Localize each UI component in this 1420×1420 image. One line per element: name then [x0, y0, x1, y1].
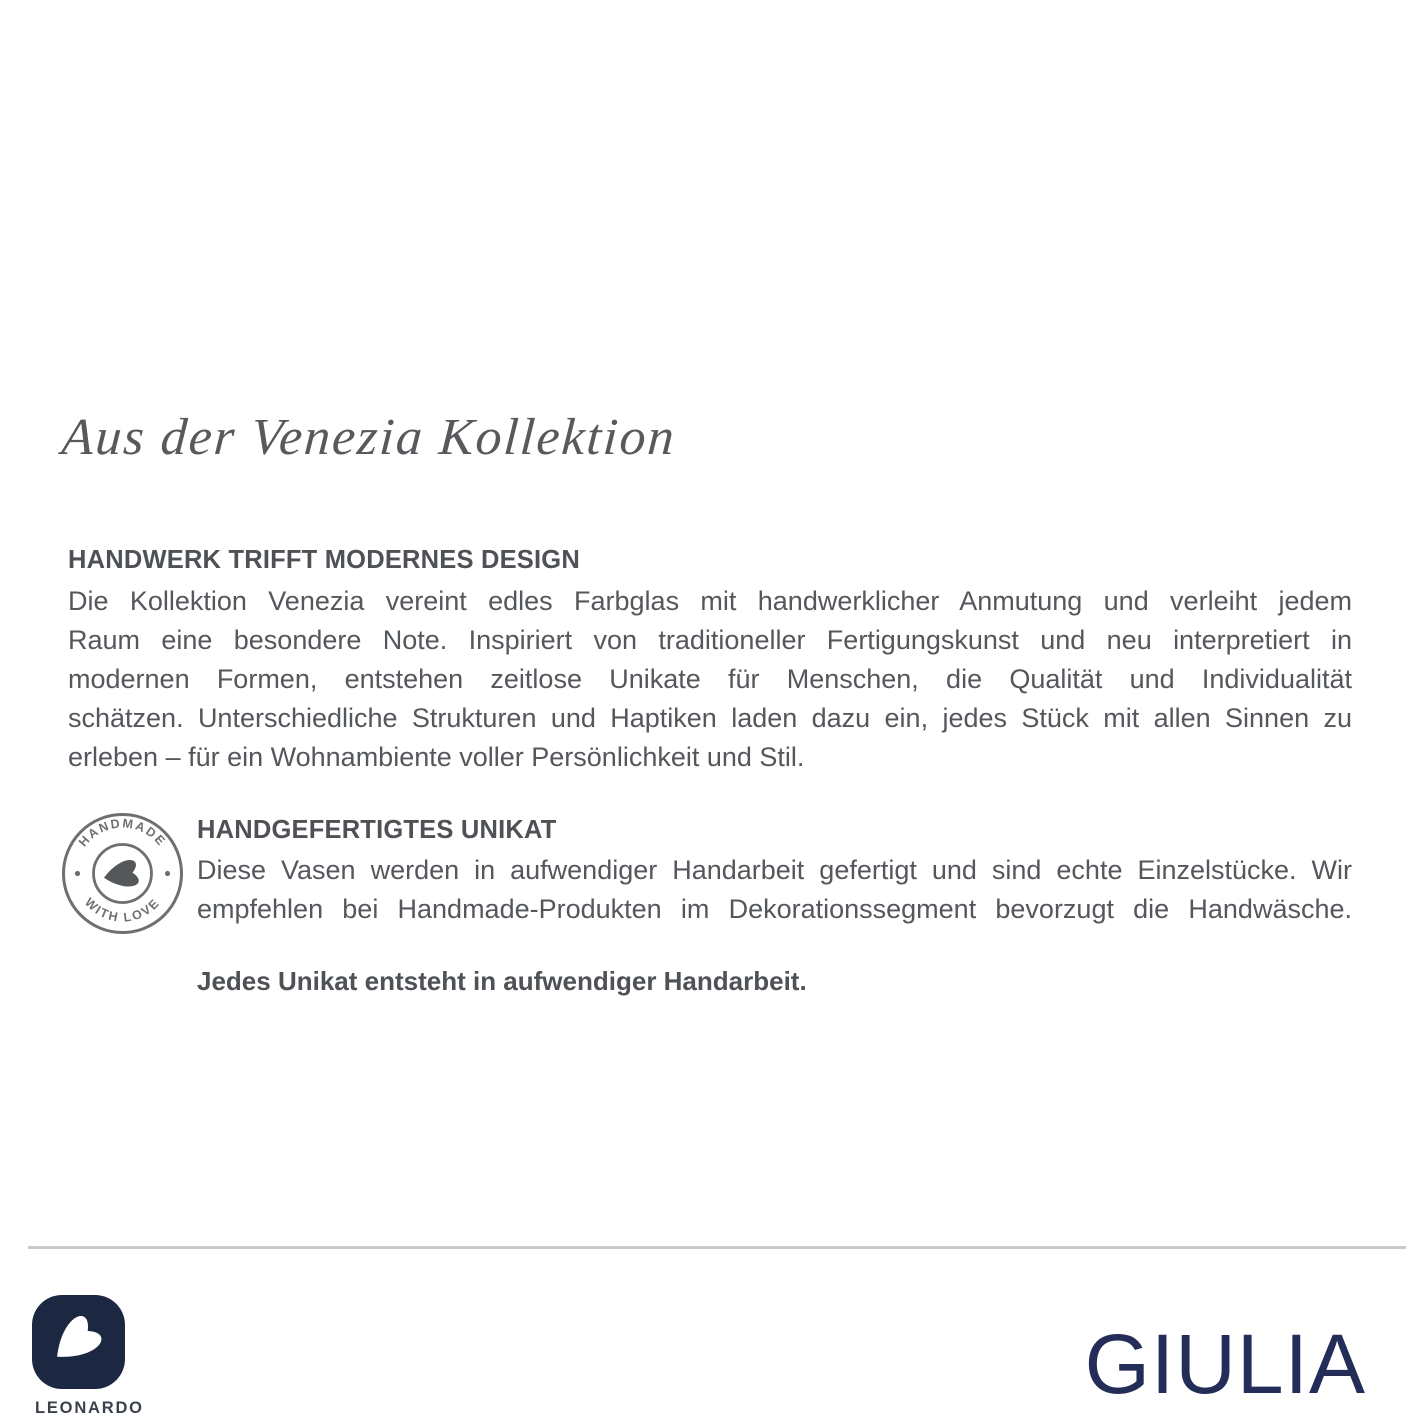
badge-dot-right [165, 871, 170, 876]
paragraph-line: modernen Formen, entstehen zeitlose Unikate für Menschen, die Qualität und Individualität [68, 664, 1352, 694]
handmade-section-paragraph [197, 851, 1352, 929]
paragraph-line: Die Kollektion Venezia vereint edles Farbglas mit handwerklicher Anmutung und verleiht jedem [68, 586, 1352, 616]
paragraph-line: erleben – für ein Wohnambiente voller Persönlichkeit und Stil. [68, 742, 805, 772]
paragraph-line: Diese Vasen werden in aufwendiger Handarbeit gefertigt und sind echte Einzelstücke. Wir [197, 855, 1352, 885]
paragraph-line: empfehlen bei Handmade-Produkten im Dekorationssegment bevorzugt die Handwäsche. [197, 894, 1352, 924]
badge-heart-icon [102, 859, 140, 891]
paragraph-line: Raum eine besondere Note. Inspiriert von traditioneller Fertigungskunst und neu interpretiert in [68, 625, 1352, 655]
badge-text-bottom: WITH LOVE [82, 895, 163, 925]
leonardo-heart-icon [45, 1313, 104, 1371]
handmade-with-love-badge [60, 811, 185, 936]
svg-text:WITH LOVE [82, 895, 163, 924]
leonardo-brand-label: LEONARDO [35, 1399, 144, 1417]
craft-section-paragraph [68, 582, 1352, 777]
product-name-giulia: GIULIA [1084, 1317, 1366, 1411]
craft-section-heading: HANDWERK TRIFFT MODERNES DESIGN [68, 546, 580, 574]
footer-divider [28, 1246, 1406, 1249]
badge-dot-left [75, 871, 80, 876]
leonardo-logo [32, 1295, 125, 1389]
handmade-section-heading: HANDGEFERTIGTES UNIKAT [197, 816, 557, 844]
collection-script-headline: Aus der Venezia Kollektion [59, 409, 678, 466]
paragraph-line: schätzen. Unterschiedliche Strukturen und Haptiken laden dazu ein, jedes Stück mit allen Sinnen zu [68, 703, 1352, 733]
unique-piece-note: Jedes Unikat entsteht in aufwendiger Handarbeit. [197, 966, 807, 996]
badge-text-top: HANDMADE [76, 816, 169, 850]
